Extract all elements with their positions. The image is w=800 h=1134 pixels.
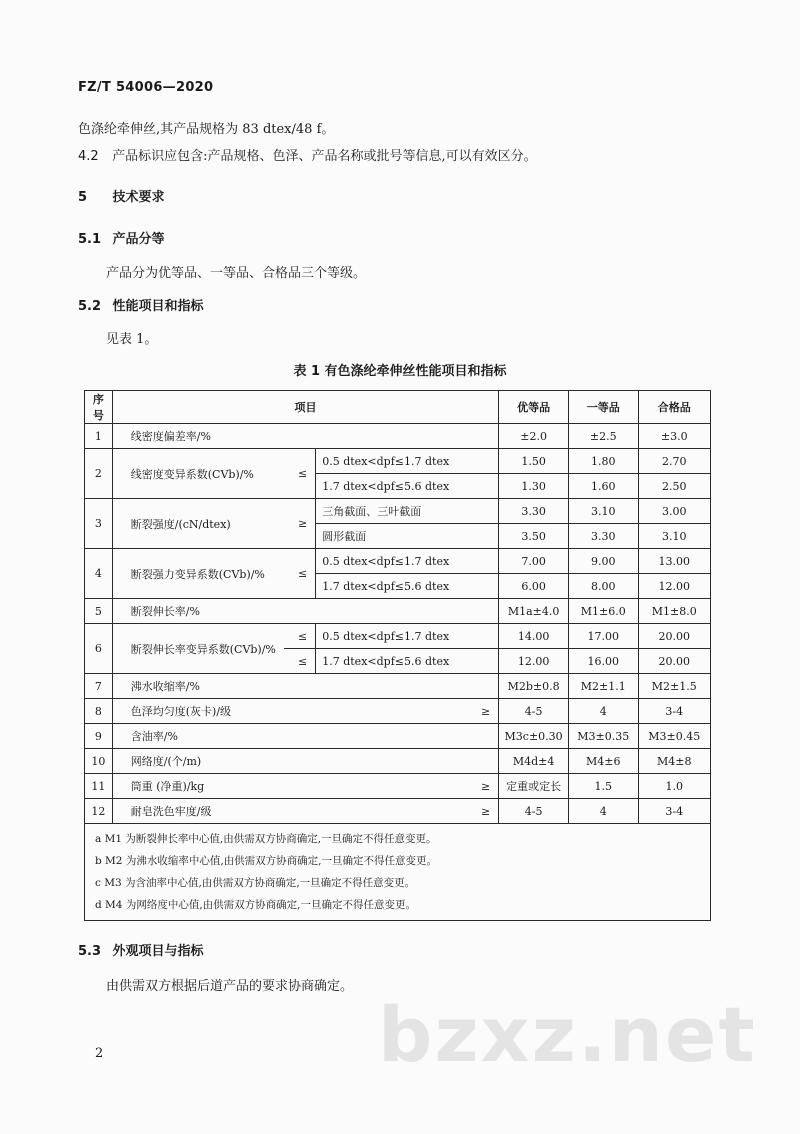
table-row [85,449,711,474]
row-subitem: 三角截面、三叶截面 [316,499,499,524]
cell-grade-qualified: 3-4 [638,699,710,724]
header-grade-first: 一等品 [569,391,639,424]
cell-grade-first: M2±1.1 [569,674,639,699]
section-number: 4.2 [78,149,99,164]
table-notes [85,824,711,921]
cell-grade-first: 3.10 [569,499,639,524]
table-row [85,549,711,574]
table-row [85,424,711,449]
header-grade-qualified: 合格品 [638,391,710,424]
table-row [85,599,711,624]
row-item: 耐皂洗色牢度/级 [112,799,316,824]
table-note: b M2 为沸水收缩率中心值,由供需双方协商确定,一旦确定不得任意变更。 [95,855,438,867]
table-row [85,624,711,649]
site-watermark: bzxz.net [378,990,757,1079]
row-subitem: 0.5 dtex<dpf≤1.7 dtex [316,449,499,474]
section-title: 产品分等 [112,232,165,247]
row-number: 4 [85,549,113,599]
cell-grade-qualified: 13.00 [638,549,710,574]
row-number: 2 [85,449,113,499]
row-symbol: ≥ [316,699,499,724]
row-number: 10 [85,749,113,774]
row-symbol: ≥ [316,799,499,824]
cell-grade-qualified: M4±8 [638,749,710,774]
cell-grade-qualified: 2.70 [638,449,710,474]
row-subitem: 0.5 dtex<dpf≤1.7 dtex [316,549,499,574]
section-4-2 [78,145,537,164]
row-number: 12 [85,799,113,824]
cell-grade-qualified: M3±0.45 [638,724,710,749]
cell-grade-qualified: 20.00 [638,649,710,674]
section-text: 产品标识应包含:产品规格、色泽、产品名称或批号等信息,可以有效区分。 [112,149,537,164]
cell-grade-first: ±2.5 [569,424,639,449]
table-notes-row [85,824,711,921]
row-number: 1 [85,424,113,449]
header-item: 项目 [112,391,498,424]
row-number: 8 [85,699,113,724]
row-item: 线密度偏差率/% [112,424,498,449]
row-item: 断裂强度/(cN/dtex) [112,499,284,549]
section-5-1-heading [78,228,165,247]
cell-grade-first: 1.80 [569,449,639,474]
page-number: 2 [95,1046,104,1061]
row-item: 含油率/% [112,724,498,749]
row-item: 色泽均匀度(灰卡)/级 [112,699,316,724]
cell-grade-qualified: M1±8.0 [638,599,710,624]
cell-grade-qualified: 1.0 [638,774,710,799]
row-number: 11 [85,774,113,799]
cell-grade-first: 8.00 [569,574,639,599]
table-row [85,699,711,724]
row-number: 3 [85,499,113,549]
row-number: 7 [85,674,113,699]
section-title: 技术要求 [112,190,165,205]
cell-grade-first: 3.30 [569,524,639,549]
cell-grade-superior: M1a±4.0 [499,599,569,624]
section-number: 5.1 [78,232,102,247]
table-caption: 表 1 有色涤纶牵伸丝性能项目和指标 [293,364,507,379]
row-item: 断裂伸长率变异系数(CVb)/% [112,624,284,674]
cell-grade-superior: 3.30 [499,499,569,524]
cell-grade-superior: M2b±0.8 [499,674,569,699]
section-5-3-heading [78,940,204,959]
row-subitem: 0.5 dtex<dpf≤1.7 dtex [316,624,499,649]
table-note: a M1 为断裂伸长率中心值,由供需双方协商确定,一旦确定不得任意变更。 [95,833,437,845]
cell-grade-superior: ±2.0 [499,424,569,449]
cell-grade-superior: 1.30 [499,474,569,499]
cell-grade-superior: 6.00 [499,574,569,599]
row-item: 线密度变异系数(CVb)/% [112,449,284,499]
cell-grade-superior: 1.50 [499,449,569,474]
cell-grade-superior: 3.50 [499,524,569,549]
section-5-1-body: 产品分为优等品、一等品、合格品三个等级。 [106,266,367,281]
cell-grade-superior: 4-5 [499,699,569,724]
row-symbol: ≥ [284,499,316,549]
row-subitem: 1.7 dtex<dpf≤5.6 dtex [316,474,499,499]
cell-grade-first: 4 [569,699,639,724]
section-number: 5.2 [78,299,102,314]
row-subitem: 圆形截面 [316,524,499,549]
cell-grade-first: M4±6 [569,749,639,774]
header-no: 序号 [85,391,113,424]
cell-grade-qualified: 20.00 [638,624,710,649]
performance-table [84,390,711,921]
cell-grade-first: 1.5 [569,774,639,799]
section-5-2-body: 见表 1。 [106,332,158,347]
row-symbol: ≤ [284,624,316,649]
cell-grade-first: 1.60 [569,474,639,499]
section-number: 5 [78,190,88,205]
section-title: 性能项目和指标 [112,299,204,314]
standard-code-header: FZ/T 54006—2020 [78,80,214,95]
row-symbol: ≥ [316,774,499,799]
section-5-heading [78,186,165,205]
cell-grade-first: 17.00 [569,624,639,649]
cell-grade-superior: 14.00 [499,624,569,649]
row-number: 6 [85,624,113,674]
cell-grade-qualified: 2.50 [638,474,710,499]
row-item: 沸水收缩率/% [112,674,498,699]
table-row [85,799,711,824]
cell-grade-first: M1±6.0 [569,599,639,624]
cell-grade-qualified: 12.00 [638,574,710,599]
section-number: 5.3 [78,944,102,959]
cell-grade-qualified: 3.10 [638,524,710,549]
table-row [85,774,711,799]
table-header-row [85,391,711,424]
cell-grade-superior: 定重或定长 [499,774,569,799]
table-row [85,499,711,524]
table-note: d M4 为网络度中心值,由供需双方协商确定,一旦确定不得任意变更。 [95,899,417,911]
row-item: 筒重 (净重)/kg [112,774,316,799]
row-item: 网络度/(个/m) [112,749,498,774]
section-5-3-body: 由供需双方根据后道产品的要求协商确定。 [106,979,354,994]
table-row [85,674,711,699]
table-row [85,724,711,749]
cell-grade-superior: M3c±0.30 [499,724,569,749]
table-row [85,749,711,774]
cell-grade-first: M3±0.35 [569,724,639,749]
row-number: 5 [85,599,113,624]
row-symbol: ≤ [284,649,316,674]
table-note: c M3 为含油率中心值,由供需双方协商确定,一旦确定不得任意变更。 [95,877,416,889]
cell-grade-superior: 12.00 [499,649,569,674]
cell-grade-superior: M4d±4 [499,749,569,774]
cell-grade-first: 4 [569,799,639,824]
cell-grade-qualified: ±3.0 [638,424,710,449]
cell-grade-qualified: 3-4 [638,799,710,824]
cell-grade-superior: 4-5 [499,799,569,824]
row-symbol: ≤ [284,549,316,599]
cell-grade-first: 9.00 [569,549,639,574]
intro-line: 色涤纶牵伸丝,其产品规格为 83 dtex/48 f。 [78,122,335,137]
row-subitem: 1.7 dtex<dpf≤5.6 dtex [316,649,499,674]
row-number: 9 [85,724,113,749]
row-item: 断裂强力变异系数(CVb)/% [112,549,284,599]
header-grade-superior: 优等品 [499,391,569,424]
row-symbol: ≤ [284,449,316,499]
row-subitem: 1.7 dtex<dpf≤5.6 dtex [316,574,499,599]
section-5-2-heading [78,295,204,314]
cell-grade-superior: 7.00 [499,549,569,574]
section-title: 外观项目与指标 [112,944,204,959]
cell-grade-first: 16.00 [569,649,639,674]
row-item: 断裂伸长率/% [112,599,498,624]
cell-grade-qualified: 3.00 [638,499,710,524]
cell-grade-qualified: M2±1.5 [638,674,710,699]
